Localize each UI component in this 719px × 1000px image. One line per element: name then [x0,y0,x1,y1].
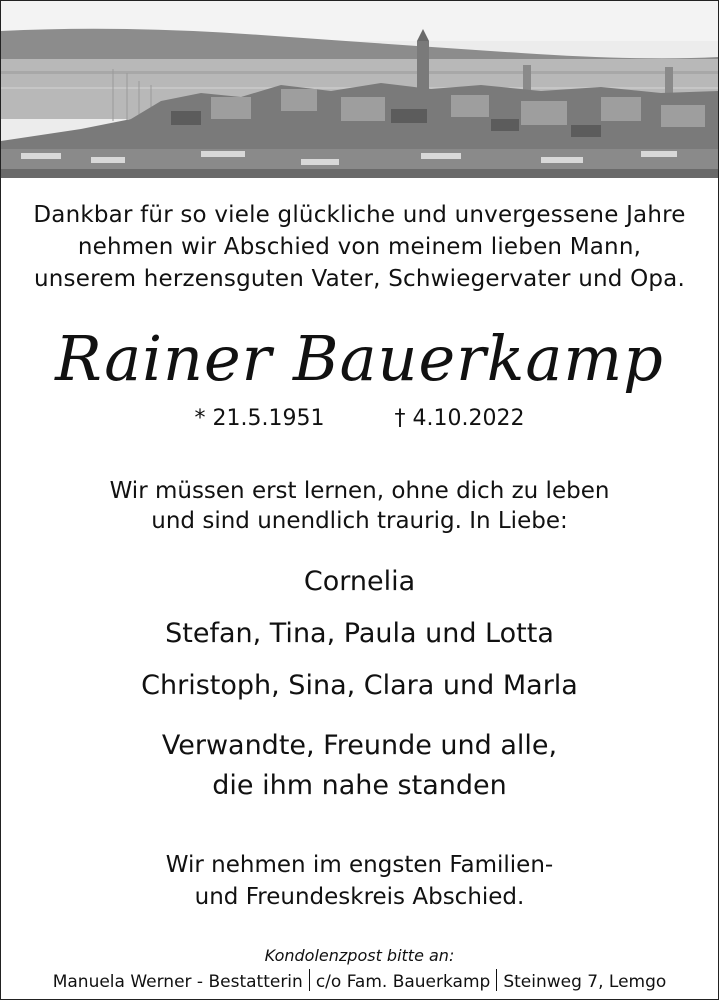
family-line-son-1: Stefan, Tina, Paula und Lotta [165,618,554,649]
relatives-line-1: Verwandte, Freunde und alle, [161,730,558,761]
quote-line-2: und sind unendlich traurig. In Liebe: [151,508,568,534]
closing-line-1: Wir nehmen im engsten Familien- [165,852,554,878]
intro-line-2: nehmen wir Abschied von meinem lieben Mann, [77,234,642,260]
separator [309,969,310,991]
family-line-son-2: Christoph, Sina, Clara und Marla [141,670,578,701]
birth-date: * 21.5.1951 [194,406,325,431]
condolence-address-line [0,969,719,992]
family-member-wife: Cornelia [303,566,416,597]
life-dates [0,406,719,431]
deceased-name: Rainer Bauerkamp [55,322,664,395]
intro-line-1: Dankbar für so viele glückliche und unvergessene Jahre [33,202,686,228]
quote-line-1: Wir müssen erst lernen, ohne dich zu leben [109,478,610,504]
condolence-label: Kondolenzpost bitte an: [264,946,455,965]
care-of: c/o Fam. Bauerkamp [315,972,491,992]
funeral-home: Manuela Werner - Bestatterin [52,972,303,992]
harbor-town-photo [1,1,718,178]
separator [496,969,497,991]
intro-line-3: unserem herzensguten Vater, Schwiegervater und Opa. [34,266,685,292]
harbor-photo-graphic [1,1,718,178]
death-date: † 4.10.2022 [394,406,525,431]
street-address: Steinweg 7, Lemgo [503,972,667,992]
relatives-line-2: die ihm nahe standen [212,770,507,801]
closing-line-2: und Freundeskreis Abschied. [194,884,525,910]
